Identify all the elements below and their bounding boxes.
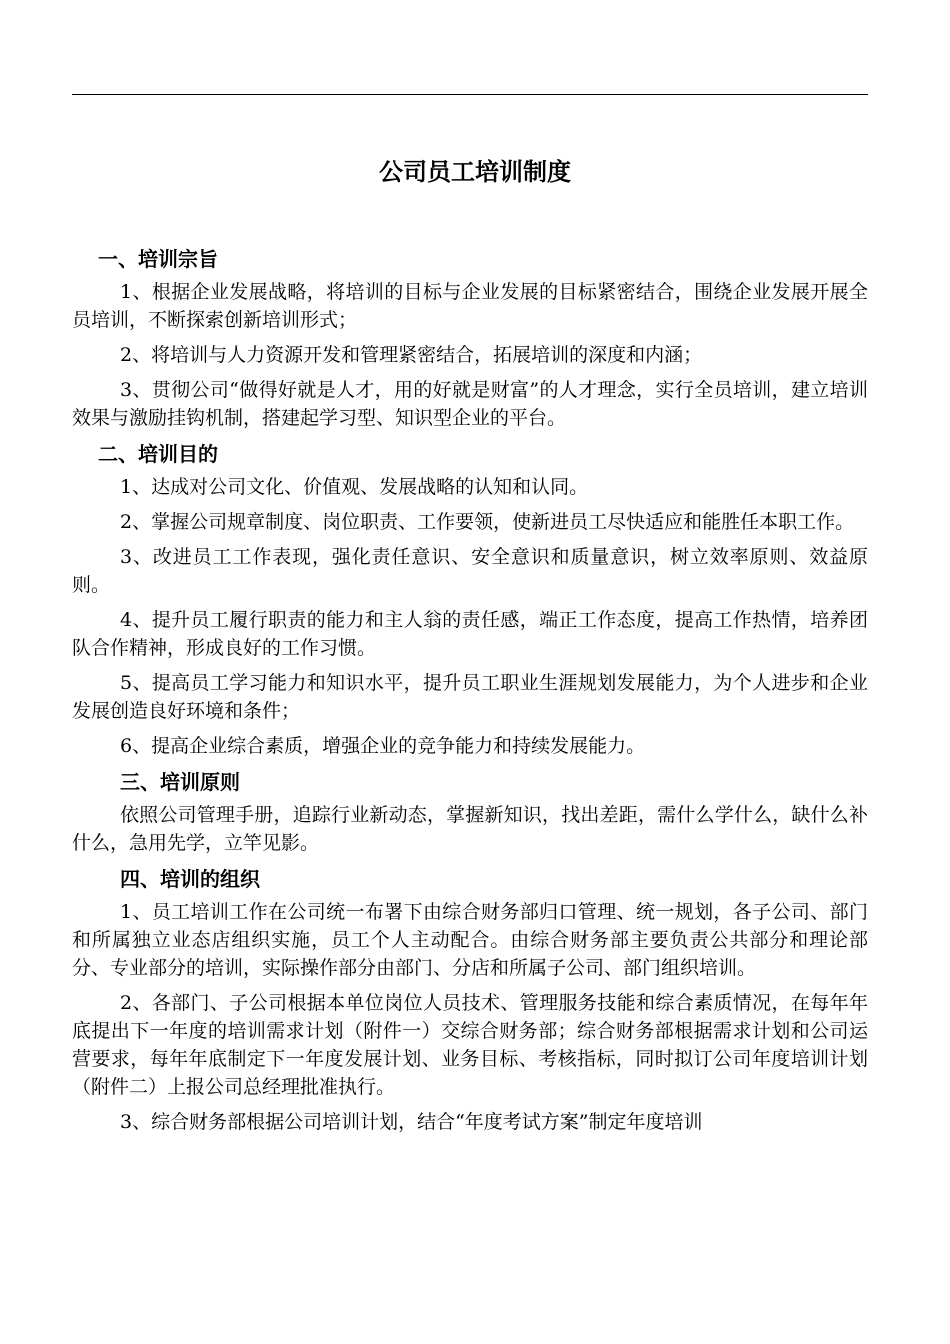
section-principles (72, 767, 868, 857)
paragraph: 4、提升员工履行职责的能力和主人翁的责任感，端正工作态度，提高工作热情，培养团队合作精神，形成良好的工作习惯。 (72, 609, 868, 659)
section-heading: 三、培训原则 (120, 770, 240, 794)
document-body (72, 244, 868, 1143)
paragraph: 1、达成对公司文化、价值观、发展战略的认知和认同。 (120, 476, 589, 498)
section-heading: 一、培训宗旨 (98, 247, 218, 271)
section-purpose (72, 244, 868, 432)
paragraph: 3、综合财务部根据公司培训计划，结合“年度考试方案”制定年度培训 (120, 1111, 703, 1133)
paragraph: 1、员工培训工作在公司统一布署下由综合财务部归口管理、统一规划，各子公司、部门和所属独立业态店组织实施，员工个人主动配合。由综合财务部主要负责公共部分和理论部分、专业部分的培训，实际操作部分由部门、分店和所属子公司、部门组织培训。 (72, 901, 868, 979)
paragraph: 2、掌握公司规章制度、岗位职责、工作要领，使新进员工尽快适应和能胜任本职工作。 (120, 511, 855, 533)
paragraph: 3、贯彻公司“做得好就是人才，用的好就是财富”的人才理念，实行全员培训，建立培训效果与激励挂钩机制，搭建起学习型、知识型企业的平台。 (72, 379, 868, 429)
section-heading: 二、培训目的 (98, 442, 218, 466)
section-heading: 四、培训的组织 (120, 867, 260, 891)
paragraph: 3、改进员工工作表现，强化责任意识、安全意识和质量意识，树立效率原则、效益原则。 (72, 546, 868, 596)
paragraph: 依照公司管理手册，追踪行业新动态，掌握新知识，找出差距，需什么学什么，缺什么补什么，急用先学，立竿见影。 (72, 804, 868, 854)
document-title: 公司员工培训制度 (379, 158, 571, 186)
paragraph: 2、将培训与人力资源开发和管理紧密结合，拓展培训的深度和内涵； (120, 344, 703, 366)
paragraph: 6、提高企业综合素质，增强企业的竞争能力和持续发展能力。 (120, 735, 646, 757)
paragraph: 5、提高员工学习能力和知识水平，提升员工职业生涯规划发展能力，为个人进步和企业发展创造良好环境和条件； (72, 672, 868, 722)
header-rule (72, 94, 868, 95)
section-organization (72, 864, 868, 1136)
paragraph: 2、各部门、子公司根据本单位岗位人员技术、管理服务技能和综合素质情况，在每年年底提出下一年度的培训需求计划（附件一）交综合财务部；综合财务部根据需求计划和公司运营要求，每年年底制定下一年度发展计划、业务目标、考核指标，同时拟订公司年度培训计划（附件二）上报公司总经理批准执行。 (72, 992, 868, 1098)
section-objectives (72, 439, 868, 760)
paragraph: 1、根据企业发展战略，将培训的目标与企业发展的目标紧密结合，围绕企业发展开展全员培训，不断探索创新培训形式； (72, 281, 868, 331)
